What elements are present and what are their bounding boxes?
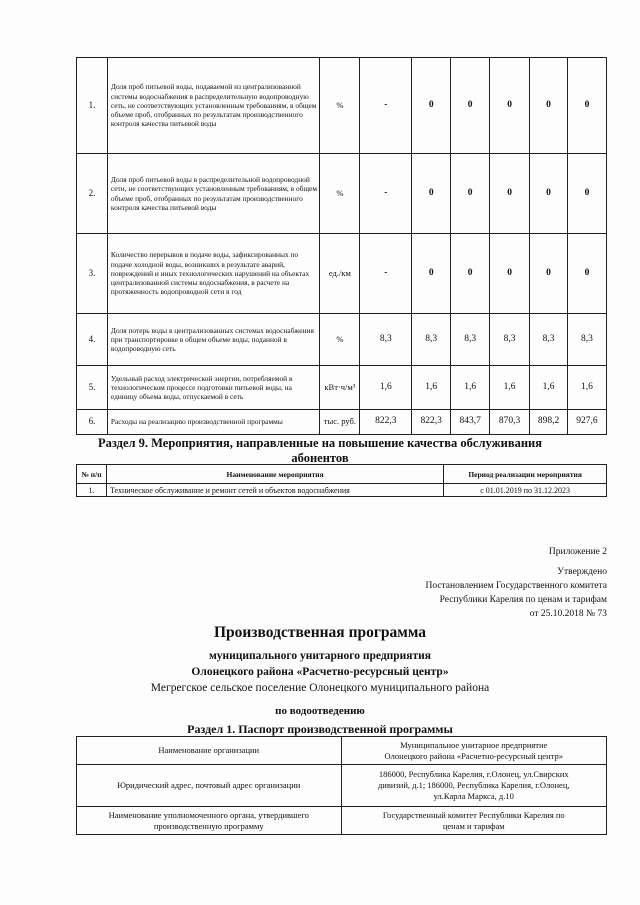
indicator-value: 0: [451, 154, 490, 234]
indicator-unit: тыс. руб.: [320, 410, 360, 435]
passport-value-line: дивизий, д.1; 186000, Республика Карелия, г.Олонец,: [377, 780, 570, 790]
measure-name: Техническое обслуживание и ремонт сетей и объектов водоснабжения: [106, 484, 443, 497]
table-row: [77, 484, 607, 497]
approved-by-line2: Республики Карелия по ценам и тарифам: [439, 595, 607, 605]
table-row: [77, 314, 607, 366]
indicator-unit: ед./км: [320, 234, 360, 314]
row-number: 2.: [77, 154, 108, 234]
indicator-value: 0: [567, 154, 606, 234]
measure-num: 1.: [77, 484, 107, 497]
passport-label: Юридический адрес, почтовый адрес организации: [77, 765, 342, 807]
indicator-value: 8,3: [412, 314, 451, 366]
indicator-value: 0: [567, 58, 606, 154]
col-num-header: № п/п: [77, 465, 107, 484]
indicator-value: 1,6: [451, 366, 490, 410]
indicator-value: 0: [451, 234, 490, 314]
passport-value-line: Муниципальное унитарное предприятие: [400, 739, 548, 750]
passport-label: Наименование организации: [77, 737, 342, 765]
indicator-value: 8,3: [530, 314, 568, 366]
row-number: 1.: [77, 58, 108, 154]
indicator-name: Доля проб питьевой воды в распределительной водопроводной сети, не соответствующих установленным требованиям, в общем объеме проб, отобранных по результатам производственного контроля качества питьевой воды: [107, 154, 320, 234]
indicator-value: 1,6: [530, 366, 568, 410]
table-row: [77, 410, 607, 435]
table-row: [77, 737, 607, 765]
approved-label: Утверждено: [557, 567, 607, 577]
passport-value: [341, 765, 607, 807]
table-row: [77, 58, 607, 154]
passport-value-line: ул.Карла Маркса, д.10: [433, 791, 514, 801]
section9-title-cont: абонентов: [291, 451, 349, 465]
appendix-label: Приложение 2: [548, 547, 607, 557]
row-number: 3.: [77, 234, 108, 314]
indicator-unit: кВт·ч/м³: [320, 366, 360, 410]
row-number: 5.: [77, 366, 108, 410]
indicator-value: 898,2: [530, 410, 568, 435]
indicator-value: 1,6: [490, 366, 530, 410]
passport-value: [341, 807, 607, 835]
program-title: Производственная программа: [213, 624, 427, 641]
indicator-value: 1,6: [412, 366, 451, 410]
indicator-value: 8,3: [360, 314, 412, 366]
indicator-value: 0: [567, 234, 606, 314]
table-row: [77, 765, 607, 807]
indicator-value: 0: [530, 154, 568, 234]
indicator-value: 822,3: [360, 410, 412, 435]
indicator-name: Доля проб питьевой воды, подаваемой из централизованной системы водоснабжения в распределительную водопроводную сеть, не соответствующих установленным требованиям, в общем объеме проб, отобранных по результатам производственного контроля качества питьевой воды: [107, 58, 320, 154]
indicator-name: Количество перерывов в подаче воды, зафиксированных по подаче холодной воды, возникших в результате аварий, повреждений и иных технологических нарушений на объектах централизованной системы водоснабжения, в расчете на протяженность водопроводной сети в год: [107, 234, 320, 314]
approved-by-line1: Постановлением Государственного комитета: [425, 581, 607, 591]
program-subtitle-1: муниципального унитарного предприятия: [208, 650, 432, 662]
indicator-value: 0: [412, 154, 451, 234]
table-row: [77, 366, 607, 410]
col-period-header: Период реализации мероприятия: [444, 465, 607, 484]
row-number: 4.: [77, 314, 108, 366]
passport-value-line: ценам и тарифам: [442, 820, 505, 831]
indicator-value: 8,3: [567, 314, 606, 366]
indicator-value: -: [360, 58, 412, 154]
indicator-value: 822,3: [412, 410, 451, 435]
col-measure-header: Наименование мероприятия: [106, 465, 443, 484]
indicator-value: 0: [530, 58, 568, 154]
passport-value-line: Государственный комитет Республики Карелия по: [382, 809, 565, 820]
indicator-value: 0: [451, 58, 490, 154]
indicator-unit: %: [320, 154, 360, 234]
table-row: [77, 807, 607, 835]
indicator-unit: %: [320, 58, 360, 154]
indicator-value: -: [360, 154, 412, 234]
passport-value-line: Олонецкого района «Расчетно-ресурсный центр»: [384, 750, 563, 761]
passport-value: [341, 737, 607, 765]
section9-title: Раздел 9. Мероприятия, направленные на повышение качества обслуживания: [97, 436, 543, 450]
program-subtitle-2: Олонецкого района «Расчетно-ресурсный центр»: [191, 666, 449, 678]
indicator-value: 1,6: [567, 366, 606, 410]
indicator-value: 0: [530, 234, 568, 314]
indicator-value: -: [360, 234, 412, 314]
measures-header-row: [77, 465, 607, 484]
indicator-value: 870,3: [490, 410, 530, 435]
table-row: [77, 234, 607, 314]
indicator-value: 1,6: [360, 366, 412, 410]
indicator-value: 0: [490, 154, 530, 234]
indicator-unit: %: [320, 314, 360, 366]
indicator-value: 0: [412, 58, 451, 154]
indicator-name: Расходы на реализацию производственной программы: [107, 410, 320, 435]
indicator-value: 927,6: [567, 410, 606, 435]
indicators-table: [76, 57, 607, 435]
passport-value-line: 186000, Республика Карелия, г.Олонец, ул.Свирских: [378, 769, 569, 779]
table-row: [77, 154, 607, 234]
indicator-name: Удельный расход электрической энергии, потребляемой в технологическом процессе подготовки питьевой воды, на единицу объема воды, отпускаемой в сеть: [107, 366, 320, 410]
indicator-value: 843,7: [451, 410, 490, 435]
measure-period: с 01.01.2019 по 31.12.2023: [444, 484, 607, 497]
program-subtitle-4: по водоотведению: [275, 705, 365, 717]
indicator-value: 8,3: [490, 314, 530, 366]
passport-table: [76, 736, 607, 835]
passport-label: Наименование уполномоченного органа, утвердившего производственную программу: [77, 807, 342, 835]
section1-title: Раздел 1. Паспорт производственной программы: [187, 722, 453, 736]
program-subtitle-3: Мегрегское сельское поселение Олонецкого муниципального района: [150, 682, 490, 694]
indicator-value: 8,3: [451, 314, 490, 366]
indicator-value: 0: [412, 234, 451, 314]
measures-table: [76, 464, 607, 497]
approved-date: от 25.10.2018 № 73: [529, 609, 607, 619]
indicator-value: 0: [490, 58, 530, 154]
indicator-name: Доля потерь воды в централизованных системах водоснабжения при транспортировке в общем объеме воды, поданной в водопроводную сеть: [107, 314, 320, 366]
row-number: 6.: [77, 410, 108, 435]
indicator-value: 0: [490, 234, 530, 314]
